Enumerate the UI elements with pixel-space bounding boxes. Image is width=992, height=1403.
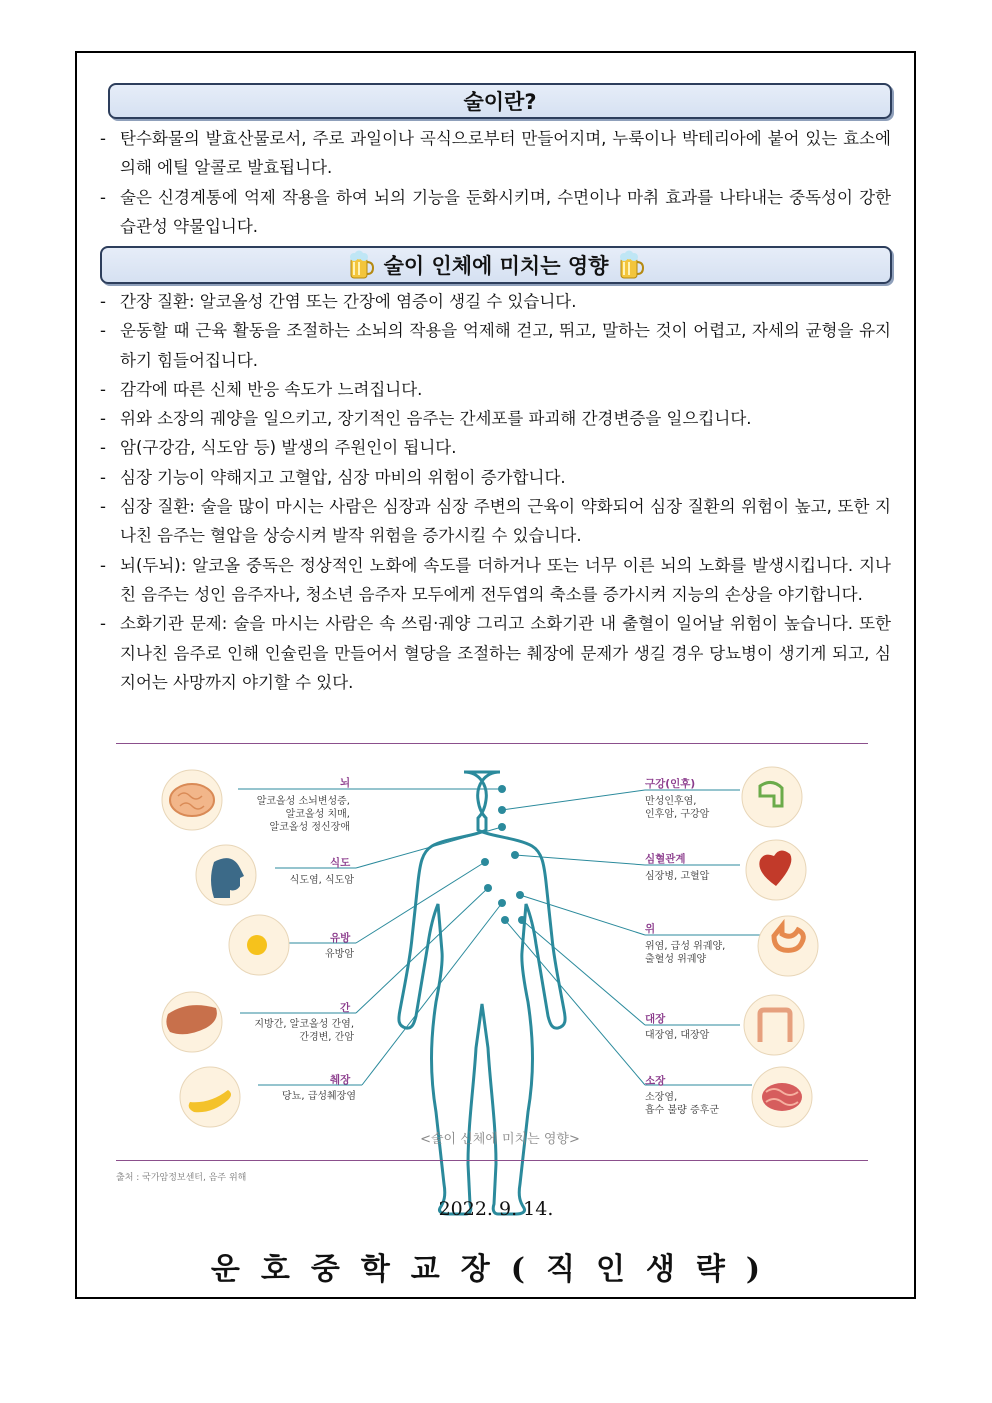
figure-source: 출처 : 국가암정보센터, 음주 위해 [116, 1173, 247, 1183]
organ-desc-liver: 지방간, 알코올성 간염, 간경변, 간암 [254, 1019, 354, 1043]
organ-desc-small-intestine: 소장염, 흡수 불량 증후군 [645, 1092, 719, 1116]
organ-name-pancreas: 췌장 [330, 1074, 351, 1086]
organ-name-cardiovascular: 심혈관계 [645, 853, 686, 865]
organ-name-large-intestine: 대장 [645, 1013, 666, 1025]
organ-name-breast: 유방 [330, 932, 351, 944]
list-item: - 위와 소장의 궤양을 일으키고, 장기적인 음주는 간세포를 파괴해 간경변증을 일으킵니다. [100, 409, 752, 429]
document-date: 2022. 9. 14. [438, 1198, 554, 1220]
list-item: - 탄수화물의 발효산물로서, 주로 과일이나 곡식으로부터 만들어지며, 누룩이나 박테리아에 붙어 있는 효소에 의해 에틸 알콜로 발효됩니다. [100, 129, 891, 178]
list-item: - 간장 질환: 알코올성 간염 또는 간장에 염증이 생길 수 있습니다. [100, 292, 577, 311]
figure-caption: <술이 신체에 미치는 영향> [420, 1132, 580, 1147]
list-item: - 뇌(두뇌): 알코올 중독은 정상적인 노화에 속도를 더하거나 또는 너무 이른 뇌의 노화를 발생시킵니다. 지나친 음주는 성인 음주자나, 청소년 음주자 모두에게 전두엽의 축소를 증가시켜 지능의 손상을 야기합니다. [100, 555, 891, 604]
list-item: - 감각에 따른 신체 반응 속도가 느려집니다. [100, 379, 423, 399]
organ-desc-brain: 알코올성 소뇌변성증, 알코올성 치매, 알코올성 정신장애 [256, 796, 350, 833]
organ-name-brain: 뇌 [340, 777, 351, 789]
list-item: - 운동할 때 근육 활동을 조절하는 소뇌의 작용을 억제해 걷고, 뛰고, 말하는 것이 어렵고, 자세의 균형을 유지하기 힘들어집니다. [100, 321, 891, 370]
brain-icon [170, 784, 214, 816]
organ-name-throat: 구강(인후) [645, 778, 696, 790]
list-item: - 심장 기능이 약해지고 고혈압, 심장 마비의 위험이 증가합니다. [100, 467, 566, 487]
section-title: 술이 인체에 미치는 영향 [383, 254, 609, 278]
breast-icon [247, 935, 267, 955]
organ-desc-large-intestine: 대장염, 대장암 [645, 1030, 710, 1041]
organ-name-small-intestine: 소장 [645, 1075, 666, 1087]
list-item: - 소화기관 문제: 술을 마시는 사람은 속 쓰림·궤양 그리고 소화기관 내 출혈이 일어날 위험이 높습니다. 또한 지나친 음주로 인해 인슐린을 만들어서 혈당을 조절하는 췌장에 문제가 생길 경우 당뇨병이 생기게 되고, 심지어는 사망까지 야기할 수 있다. [100, 614, 891, 692]
organ-name-esophagus: 식도 [330, 857, 351, 869]
list-item: - 술은 신경계통에 억제 작용을 하여 뇌의 기능을 둔화시키며, 수면이나 마취 효과를 나타내는 중독성이 강한 습관성 약물입니다. [100, 187, 891, 236]
list-item: - 심장 질환: 술을 많이 마시는 사람은 심장과 심장 주변의 근육이 약화되어 심장 질환의 위험이 높고, 또한 지나친 음주는 혈압을 상승시켜 발작 위험을 증가시킬 수 있습니다. [100, 497, 891, 546]
organ-name-liver: 간 [340, 1002, 351, 1014]
organ-desc-cardiovascular: 심장병, 고혈압 [645, 871, 710, 882]
school-signature: 운호중학교장(직인생략) [210, 1252, 782, 1287]
organ-desc-throat: 만성인후염, 인후암, 구강암 [645, 796, 710, 820]
figure-bottom-divider [116, 1160, 868, 1161]
body-outline [399, 772, 565, 1214]
organ-desc-breast: 유방암 [325, 949, 354, 960]
organ-desc-esophagus: 식도염, 식도암 [289, 875, 354, 886]
section-title: 술이란? [463, 90, 537, 114]
list-item: - 암(구강감, 식도암 등) 발생의 주원인이 됩니다. [100, 438, 457, 458]
organ-name-stomach: 위 [645, 923, 656, 935]
organ-desc-pancreas: 당뇨, 급성췌장염 [282, 1091, 356, 1102]
organ-desc-stomach: 위염, 급성 위궤양, 출혈성 위궤양 [645, 941, 726, 965]
small-intestine-icon [762, 1083, 802, 1111]
